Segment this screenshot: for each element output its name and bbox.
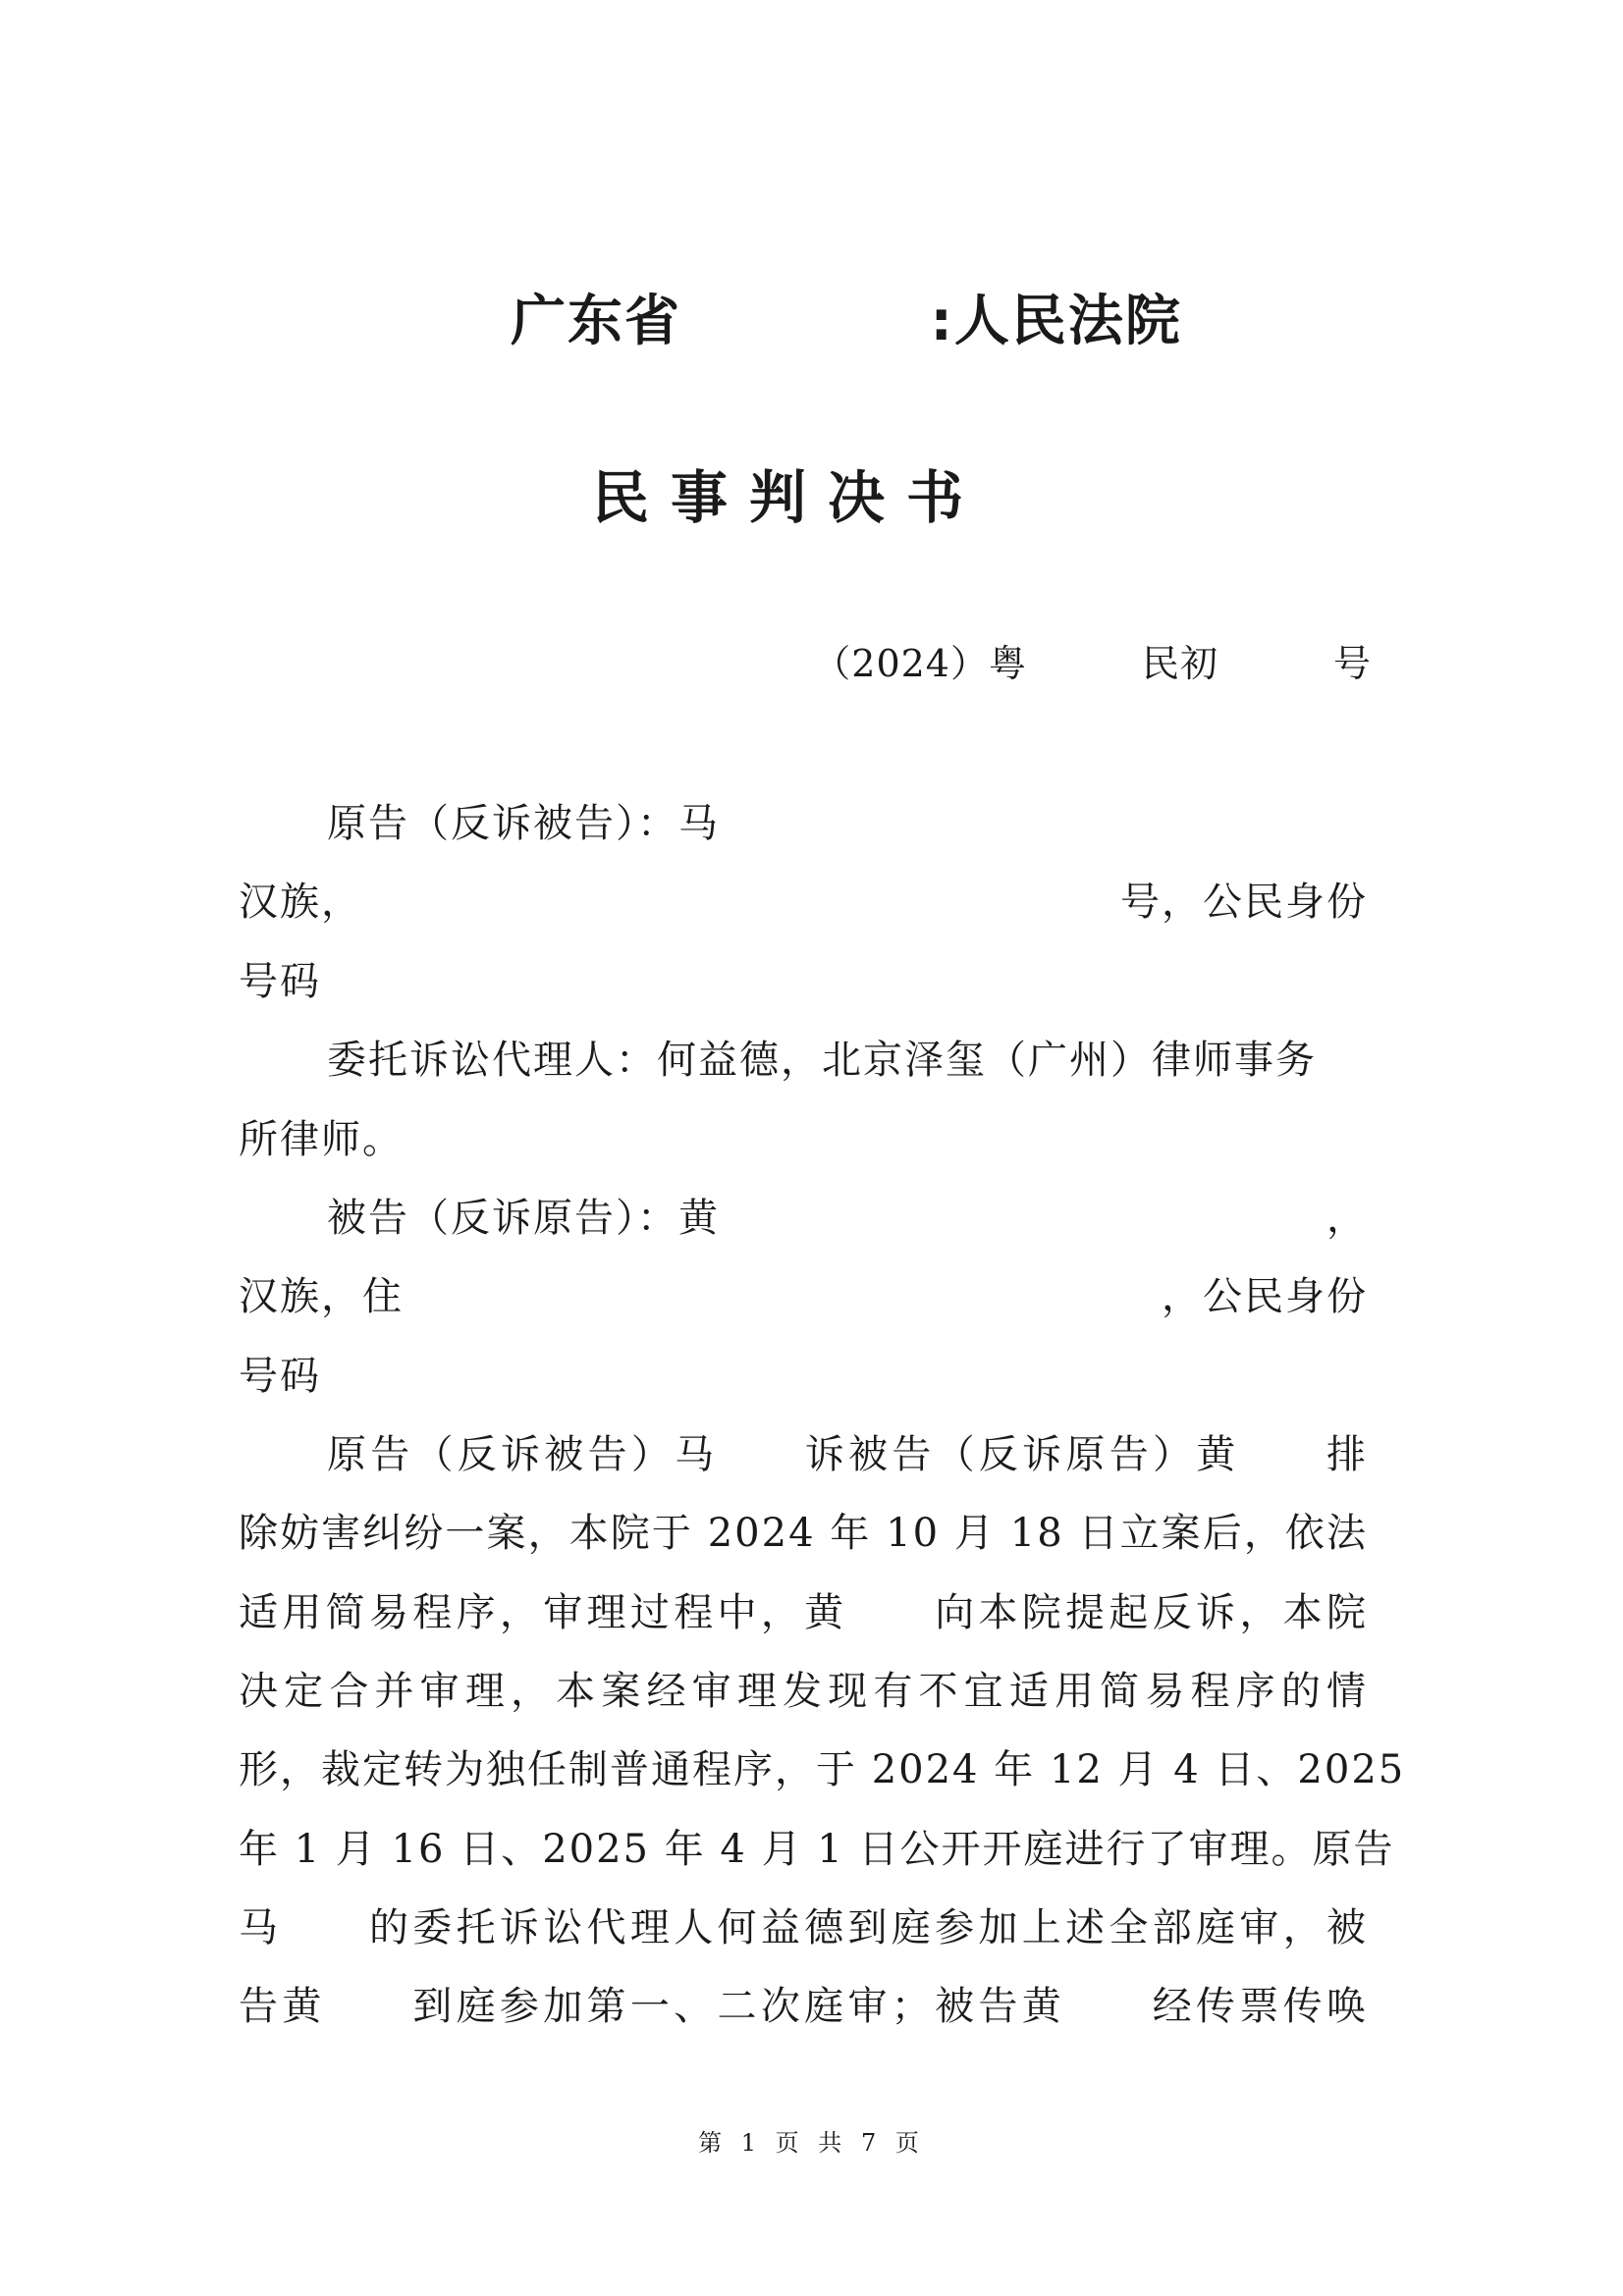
court-name: 广东省 :人民法院: [511, 290, 1182, 353]
plaintiff-id-label: 号码: [239, 959, 321, 1004]
agent-line: 委托诉讼代理人：何益德，北京泽玺（广州）律师事务: [327, 1038, 1317, 1083]
plaintiff-line: 原告（反诉被告）：马: [327, 801, 720, 846]
plaintiff-ethnicity: 汉族，: [239, 880, 362, 925]
defendant-name: 被告（反诉原告）：黄: [327, 1196, 720, 1241]
body-line-1: 原告（反诉被告）马 诉被告（反诉原告）黄 排: [327, 1432, 1368, 1477]
plaintiff-address-end: 号，公民身份: [1120, 880, 1368, 925]
defendant-residence: 汉族，住: [239, 1274, 404, 1319]
page-number: 第 1 页 共 7 页: [698, 2129, 925, 2157]
body-line-2: 除妨害纠纷一案，本院于 2024 年 10 月 18 日立案后，依法: [239, 1511, 1368, 1556]
defendant-line: [327, 1187, 1368, 1243]
body-line-3: 适用简易程序，审理过程中，黄 向本院提起反诉，本院: [239, 1590, 1368, 1635]
document-title: 民事判决书: [592, 464, 986, 531]
defendant-details-line: [239, 1265, 1368, 1321]
body-line-6: 年 1 月 16 日、2025 年 4 月 1 日公开开庭进行了审理。原告: [239, 1827, 1395, 1872]
defendant-line-end: ，: [1326, 1196, 1368, 1241]
defendant-id-label: 号码: [239, 1354, 321, 1399]
agent-line-continued: 所律师。: [239, 1117, 404, 1162]
body-line-5: 形，裁定转为独任制普通程序，于 2024 年 12 月 4 日、2025: [239, 1747, 1406, 1792]
defendant-address-end: ，公民身份: [1162, 1274, 1368, 1319]
body-line-8: 告黄 到庭参加第一、二次庭审；被告黄 经传票传唤: [239, 1984, 1368, 2029]
body-line-4: 决定合并审理，本案经审理发现有不宜适用简易程序的情: [239, 1669, 1368, 1714]
plaintiff-details-line: [239, 871, 1368, 927]
body-line-7: 马 的委托诉讼代理人何益德到庭参加上述全部庭审，被: [239, 1905, 1368, 1950]
case-number: （2024）粤 民初 号: [813, 642, 1372, 685]
